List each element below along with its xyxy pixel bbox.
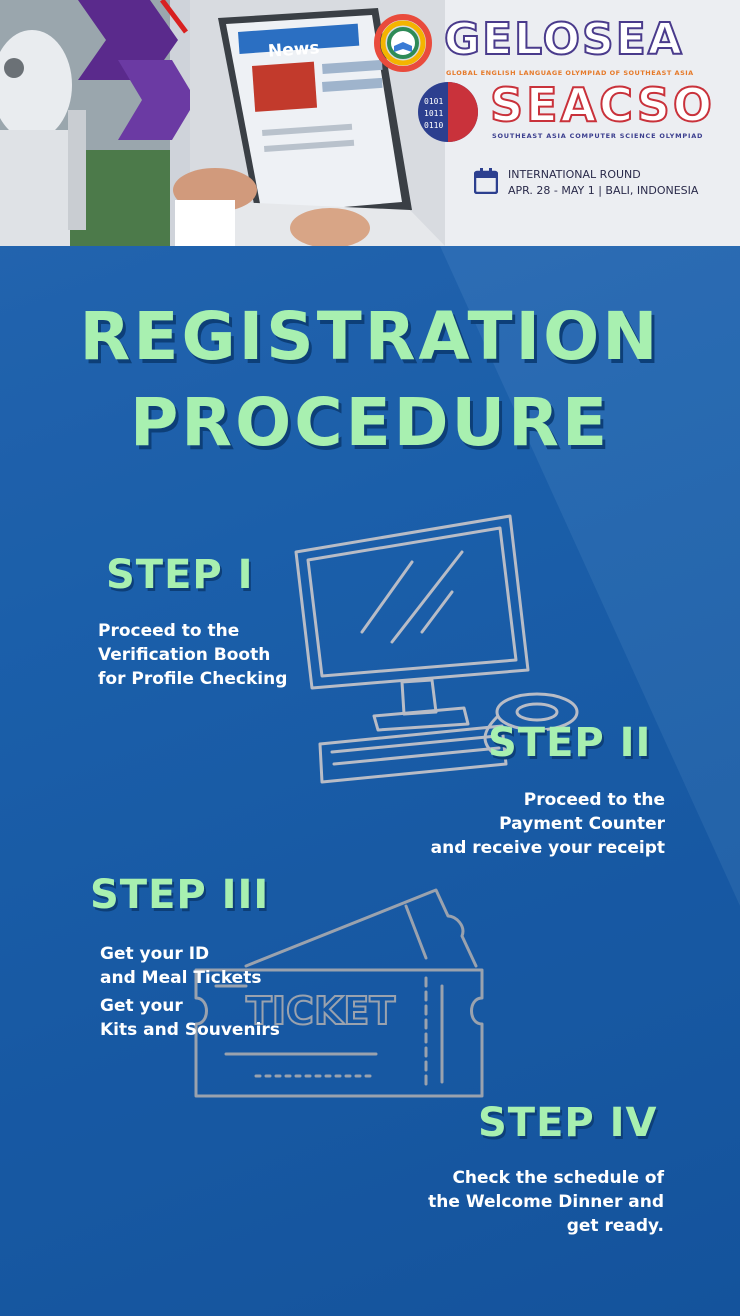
seacso-title: SEACSO xyxy=(490,78,715,132)
title-line-1: REGISTRATION xyxy=(79,298,661,375)
step-2-line: Proceed to the xyxy=(523,790,665,810)
event-round: INTERNATIONAL ROUND xyxy=(508,168,641,181)
step-1-heading: STEP I xyxy=(106,552,254,598)
step-2-text xyxy=(431,788,665,860)
step-4-line: get ready. xyxy=(566,1216,664,1236)
step-3-heading: STEP III xyxy=(90,872,270,918)
seacso-subtitle: SOUTHEAST ASIA COMPUTER SCIENCE OLYMPIAD xyxy=(492,132,704,140)
event-dates: APR. 28 - MAY 1 | BALI, INDONESIA xyxy=(508,184,699,197)
step-4-heading: STEP IV xyxy=(478,1100,658,1146)
step-3-line: Get your ID xyxy=(100,944,210,964)
seacso-logo-icon xyxy=(416,80,480,144)
step-3-line: Get your xyxy=(100,996,183,1016)
step-2-heading: STEP II xyxy=(488,720,652,766)
step-4-line: the Welcome Dinner and xyxy=(428,1192,664,1212)
gelosea-title: GELOSEA xyxy=(444,14,684,65)
step-2-line: and receive your receipt xyxy=(430,838,665,858)
svg-text:0101: 0101 xyxy=(424,97,444,106)
svg-text:1011: 1011 xyxy=(424,109,444,118)
step-3-text xyxy=(100,942,280,1042)
calendar-icon xyxy=(474,168,498,194)
event-logo-block xyxy=(372,8,732,238)
news-label: News xyxy=(267,38,321,62)
step-1-line: Proceed to the xyxy=(98,621,240,641)
title-line-2: PROCEDURE xyxy=(129,384,611,461)
step-2-line: Payment Counter xyxy=(499,814,665,834)
header-banner xyxy=(0,0,740,246)
gelosea-subtitle: GLOBAL ENGLISH LANGUAGE OLYMPIAD OF SOUTHEAST ASIA xyxy=(446,69,694,77)
step-1-line: Verification Booth xyxy=(98,645,271,665)
step-1-text xyxy=(98,619,287,691)
gelosea-logo-icon xyxy=(372,12,434,74)
step-4-text xyxy=(428,1166,664,1238)
step-3-line: Kits and Souvenirs xyxy=(100,1020,280,1040)
ticket-text: TICKET xyxy=(246,989,396,1033)
step-1-line: for Profile Checking xyxy=(98,669,288,689)
step-3-line: and Meal Tickets xyxy=(100,968,262,988)
svg-text:0110: 0110 xyxy=(424,121,444,130)
step-4-line: Check the schedule of xyxy=(452,1168,664,1188)
